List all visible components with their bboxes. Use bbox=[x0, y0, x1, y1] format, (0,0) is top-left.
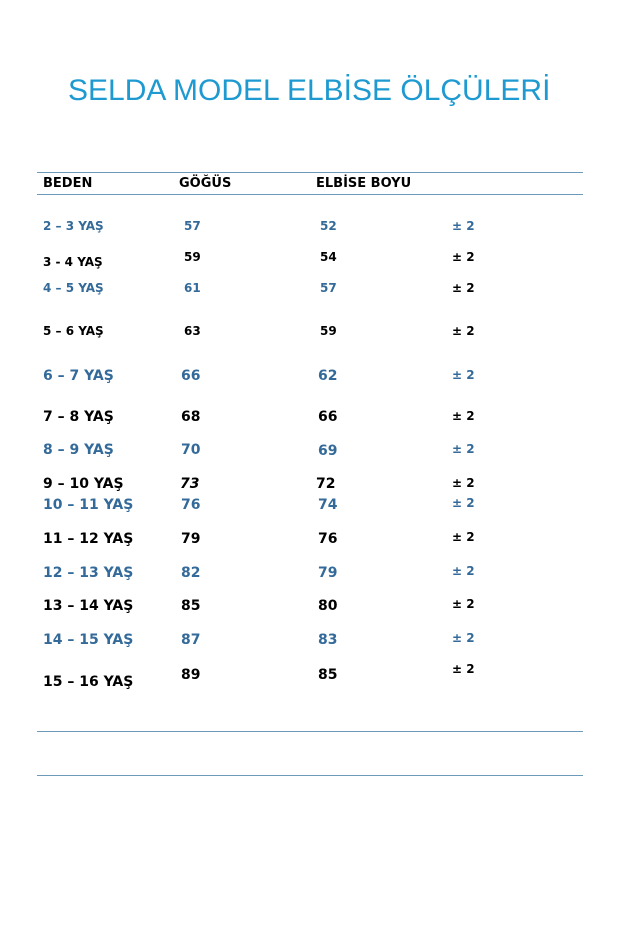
tolerance-cell: ± 2 bbox=[452, 496, 475, 510]
chest-cell: 85 bbox=[181, 598, 201, 614]
length-cell: 80 bbox=[318, 598, 338, 614]
length-cell: 72 bbox=[316, 476, 336, 492]
table-rule-bottom bbox=[37, 731, 583, 732]
length-cell: 74 bbox=[318, 497, 338, 513]
chest-cell: 70 bbox=[181, 442, 201, 458]
header-rule-bottom bbox=[37, 194, 583, 195]
tolerance-cell: ± 2 bbox=[452, 530, 475, 544]
tolerance-cell: ± 2 bbox=[452, 442, 475, 456]
tolerance-cell: ± 2 bbox=[452, 476, 475, 490]
length-cell: 52 bbox=[320, 219, 337, 233]
size-cell: 8 – 9 YAŞ bbox=[43, 442, 114, 458]
chest-cell: 59 bbox=[184, 250, 201, 264]
length-cell: 54 bbox=[320, 250, 337, 264]
chest-cell: 76 bbox=[181, 497, 201, 513]
tolerance-cell: ± 2 bbox=[452, 250, 475, 264]
tolerance-cell: ± 2 bbox=[452, 281, 475, 295]
size-cell: 7 – 8 YAŞ bbox=[43, 409, 114, 425]
length-cell: 76 bbox=[318, 531, 338, 547]
chest-cell: 61 bbox=[184, 281, 201, 295]
tolerance-cell: ± 2 bbox=[452, 662, 475, 676]
size-cell: 3 - 4 YAŞ bbox=[43, 255, 103, 269]
tolerance-cell: ± 2 bbox=[452, 631, 475, 645]
size-cell: 9 – 10 YAŞ bbox=[43, 476, 124, 492]
tolerance-cell: ± 2 bbox=[452, 564, 475, 578]
chest-cell: 66 bbox=[181, 368, 201, 384]
size-cell: 4 – 5 YAŞ bbox=[43, 281, 104, 295]
tolerance-cell: ± 2 bbox=[452, 409, 475, 423]
size-cell: 6 – 7 YAŞ bbox=[43, 368, 114, 384]
col-header-chest: GÖĞÜS bbox=[179, 176, 232, 191]
tolerance-cell: ± 2 bbox=[452, 324, 475, 338]
size-cell: 12 – 13 YAŞ bbox=[43, 565, 134, 581]
chest-cell: 63 bbox=[184, 324, 201, 338]
col-header-length: ELBİSE BOYU bbox=[316, 176, 412, 191]
length-cell: 59 bbox=[320, 324, 337, 338]
header-rule-top bbox=[37, 172, 583, 173]
tolerance-cell: ± 2 bbox=[452, 597, 475, 611]
size-cell: 11 – 12 YAŞ bbox=[43, 531, 134, 547]
length-cell: 79 bbox=[318, 565, 338, 581]
size-cell: 14 – 15 YAŞ bbox=[43, 632, 134, 648]
chest-cell: 79 bbox=[181, 531, 201, 547]
length-cell: 62 bbox=[318, 368, 338, 384]
chest-cell: 82 bbox=[181, 565, 201, 581]
page-title: SELDA MODEL ELBİSE ÖLÇÜLERİ bbox=[68, 74, 551, 107]
size-cell: 2 – 3 YAŞ bbox=[43, 219, 104, 233]
size-cell: 10 – 11 YAŞ bbox=[43, 497, 134, 513]
chest-cell: 73 bbox=[180, 476, 200, 492]
length-cell: 57 bbox=[320, 281, 337, 295]
length-cell: 85 bbox=[318, 667, 338, 683]
col-header-size: BEDEN bbox=[43, 176, 93, 191]
length-cell: 69 bbox=[318, 443, 338, 459]
size-cell: 15 – 16 YAŞ bbox=[43, 674, 134, 690]
length-cell: 66 bbox=[318, 409, 338, 425]
tolerance-cell: ± 2 bbox=[452, 219, 475, 233]
size-cell: 13 – 14 YAŞ bbox=[43, 598, 134, 614]
length-cell: 83 bbox=[318, 632, 338, 648]
chest-cell: 68 bbox=[181, 409, 201, 425]
chest-cell: 89 bbox=[181, 667, 201, 683]
chest-cell: 87 bbox=[181, 632, 201, 648]
chest-cell: 57 bbox=[184, 219, 201, 233]
size-cell: 5 – 6 YAŞ bbox=[43, 324, 104, 338]
tolerance-cell: ± 2 bbox=[452, 368, 475, 382]
page-rule-bottom bbox=[37, 775, 583, 776]
